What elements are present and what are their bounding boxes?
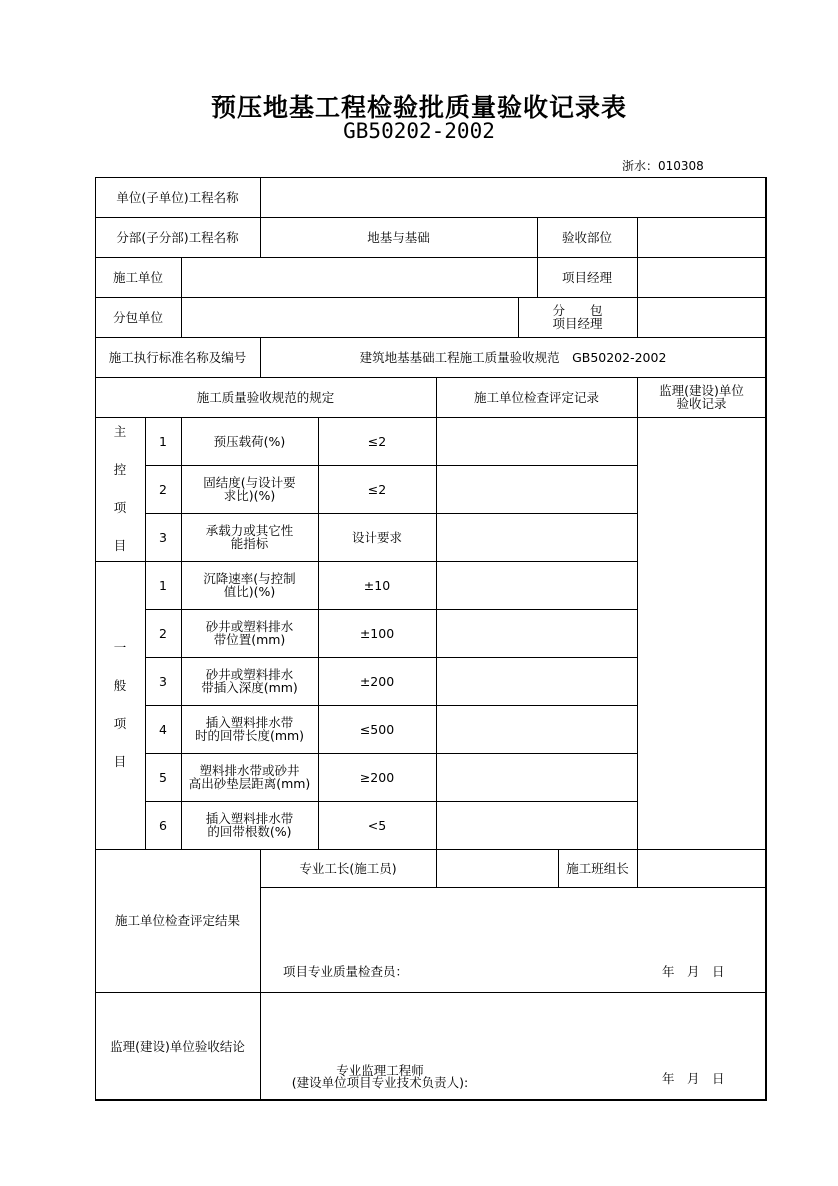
general-item-name: 沉降速率(与控制 值比)(%) [181, 561, 319, 610]
supervisor-record-header: 监理(建设)单位 验收记录 [637, 377, 767, 418]
spec-column-header: 施工质量验收规范的规定 [95, 377, 437, 418]
supervisor-record-field[interactable] [637, 417, 767, 850]
general-item-name: 插入塑料排水带 的回带根数(%) [181, 801, 319, 850]
main-item-value: ≤2 [318, 465, 437, 514]
general-item-value: ±200 [318, 657, 437, 706]
sub-project-label: 分部(子分部)工程名称 [95, 217, 261, 258]
standard-label: 施工执行标准名称及编号 [95, 337, 261, 378]
unit-project-field[interactable] [260, 177, 767, 218]
general-item-value: ±10 [318, 561, 437, 610]
main-item-record-field[interactable] [436, 465, 638, 514]
general-item-record-field[interactable] [436, 561, 638, 610]
general-item-value: ±100 [318, 609, 437, 658]
standard-value: 建筑地基基础工程施工质量验收规范 GB50202-2002 [260, 337, 767, 378]
supervisor-conclusion-label: 监理(建设)单位验收结论 [95, 992, 261, 1101]
form-code: 浙水：010308 [622, 159, 704, 173]
foreman-field[interactable] [436, 849, 559, 888]
general-item-name: 塑料排水带或砂井 高出砂垫层距离(mm) [181, 753, 319, 802]
general-item-record-field[interactable] [436, 753, 638, 802]
general-item-no: 2 [145, 609, 182, 658]
project-manager-label: 项目经理 [537, 257, 638, 298]
team-leader-label: 施工班组长 [558, 849, 638, 888]
inspector-label: 项目专业质量检查员： [283, 964, 409, 979]
contractor-record-header: 施工单位检查评定记录 [436, 377, 638, 418]
general-item-no: 1 [145, 561, 182, 610]
general-item-no: 6 [145, 801, 182, 850]
main-item-no: 3 [145, 513, 182, 562]
form-subtitle: GB50202-2002 [343, 119, 495, 143]
main-item-value: ≤2 [318, 417, 437, 466]
subcontractor-label: 分包单位 [95, 297, 182, 338]
general-item-value: ≤500 [318, 705, 437, 754]
date-2: 年 月 日 [662, 1071, 725, 1086]
general-item-record-field[interactable] [436, 657, 638, 706]
main-item-name: 承载力或其它性 能指标 [181, 513, 319, 562]
general-item-record-field[interactable] [436, 801, 638, 850]
main-item-record-field[interactable] [436, 417, 638, 466]
date-1: 年 月 日 [662, 964, 725, 979]
main-item-value: 设计要求 [318, 513, 437, 562]
general-item-no: 3 [145, 657, 182, 706]
main-item-no: 2 [145, 465, 182, 514]
supervisor-engineer-label: 专业监理工程师 (建设单位项目专业技术负责人): [291, 1063, 469, 1090]
main-group-label: 主 控 项 目 [95, 417, 146, 562]
form-title: 预压地基工程检验批质量验收记录表 [210, 93, 627, 122]
general-item-no: 5 [145, 753, 182, 802]
contractor-field[interactable] [181, 257, 538, 298]
general-item-name: 插入塑料排水带 时的回带长度(mm) [181, 705, 319, 754]
sub-manager-label: 分 包 项目经理 [518, 297, 638, 338]
general-item-record-field[interactable] [436, 609, 638, 658]
general-item-no: 4 [145, 705, 182, 754]
general-item-value: ≥200 [318, 753, 437, 802]
main-item-no: 1 [145, 417, 182, 466]
general-item-record-field[interactable] [436, 705, 638, 754]
contractor-result-label: 施工单位检查评定结果 [95, 849, 261, 993]
sub-project-field[interactable]: 地基与基础 [260, 217, 538, 258]
main-item-name: 预压载荷(%) [181, 417, 319, 466]
general-item-name: 砂井或塑料排水 带位置(mm) [181, 609, 319, 658]
general-group-label: 一 般 项 目 [95, 561, 146, 850]
unit-project-label: 单位(子单位)工程名称 [95, 177, 261, 218]
general-item-name: 砂井或塑料排水 带插入深度(mm) [181, 657, 319, 706]
acceptance-part-field[interactable] [637, 217, 767, 258]
subcontractor-field[interactable] [181, 297, 519, 338]
contractor-label: 施工单位 [95, 257, 182, 298]
main-item-name: 固结度(与设计要 求比)(%) [181, 465, 319, 514]
foreman-label: 专业工长(施工员) [260, 849, 437, 888]
team-leader-field[interactable] [637, 849, 767, 888]
sub-manager-field[interactable] [637, 297, 767, 338]
main-item-record-field[interactable] [436, 513, 638, 562]
project-manager-field[interactable] [637, 257, 767, 298]
acceptance-part-label: 验收部位 [537, 217, 638, 258]
general-item-value: <5 [318, 801, 437, 850]
